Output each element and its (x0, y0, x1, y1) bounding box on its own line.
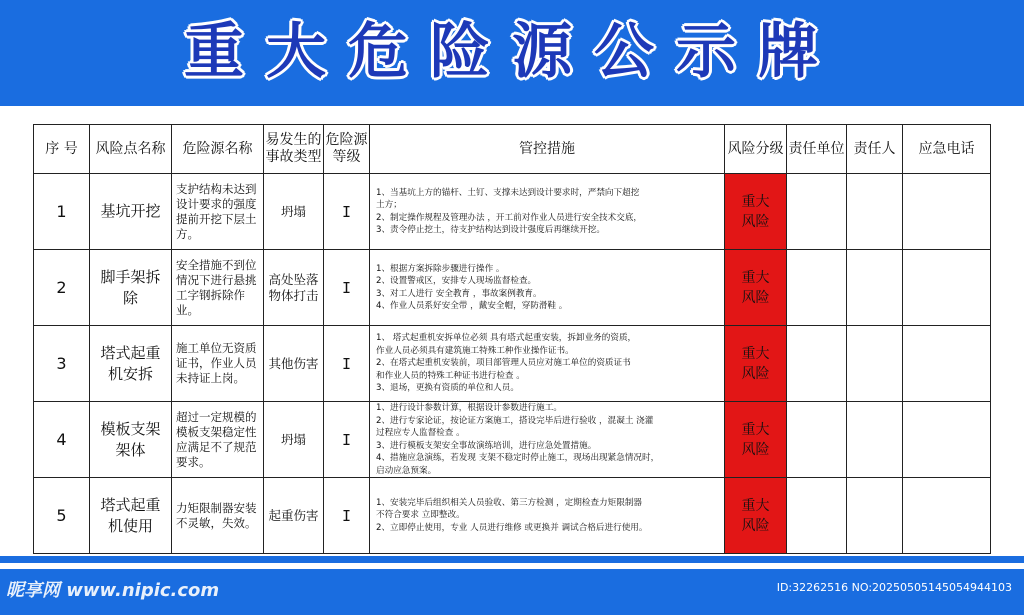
responsible-unit (787, 250, 847, 326)
measure-line: 4、作业人员系好安全带 ，戴安全帽，穿防滑鞋 。 (376, 301, 568, 311)
measure-line: 1、安装完毕后组织相关人员验收、第三方检测 ，定期检查力矩限制器 (376, 497, 643, 508)
responsible-person (847, 402, 903, 478)
measure-line: 3、进行模板支架安全事故演练培训，进行应急处置措施。 (376, 440, 597, 451)
table-row (34, 478, 991, 554)
column-header: 责任单位 (787, 125, 847, 174)
emergency-phone (903, 326, 991, 402)
risk-point-name: 模板支架架体 (90, 402, 172, 478)
table-row (34, 250, 991, 326)
responsible-unit (787, 174, 847, 250)
control-measures (370, 326, 725, 402)
hazard-name: 安全措施不到位情况下进行悬挑工字钢拆除作业。 (172, 250, 264, 326)
measure-line: 过程应专人监督检查 。 (376, 428, 465, 438)
accident-type: 坍塌 (264, 174, 324, 250)
risk-grade-badge (725, 174, 787, 250)
risk-grade-label: 重大风险 (741, 421, 770, 458)
risk-grade-label: 重大风险 (741, 345, 770, 382)
responsible-person (847, 174, 903, 250)
column-header: 危险源名称 (172, 125, 264, 174)
risk-grade-badge (725, 250, 787, 326)
row-number: 1 (34, 174, 90, 250)
responsible-unit (787, 478, 847, 554)
measure-line: 3、退场，更换有资质的单位和人员。 (376, 383, 519, 394)
risk-grade-label: 重大风险 (741, 193, 770, 230)
measure-line: 3、责令停止挖土，待支护结构达到设计强度后再继续开挖。 (376, 225, 605, 235)
risk-point-name: 塔式起重机使用 (90, 478, 172, 554)
responsible-unit (787, 402, 847, 478)
emergency-phone (903, 402, 991, 478)
row-number: 3 (34, 326, 90, 402)
hazard-level: I (324, 174, 370, 250)
emergency-phone (903, 174, 991, 250)
column-header: 风险分级 (725, 125, 787, 174)
table-header-row (34, 125, 991, 174)
column-header: 管控措施 (370, 125, 725, 174)
measure-line: 2、进行专家论证，按论证方案施工，搭设完毕后进行验收 ，混凝土 浇灌 (376, 415, 654, 426)
measure-line: 4、措施应急演练，若发现 支架不稳定时停止施工，现场出现紧急情况时， (376, 453, 660, 463)
risk-point-name: 脚手架拆除 (90, 250, 172, 326)
measure-line: 和作业人员的特殊工种证书进行检查 。 (376, 370, 525, 381)
risk-grade-label: 重大风险 (741, 269, 770, 306)
accident-type: 高处坠落物体打击 (264, 250, 324, 326)
measure-line: 2、制定操作规程及管理办法 ，开工前对作业人员进行安全技术交底， (376, 212, 643, 223)
column-header: 风险点名称 (90, 125, 172, 174)
hazard-name: 力矩限制器安装不灵敏，失效。 (172, 478, 264, 554)
measure-line: 土方； (376, 200, 402, 210)
column-header: 应急电话 (903, 125, 991, 174)
hazard-name: 施工单位无资质证书，作业人员未持证上岗。 (172, 326, 264, 402)
bottom-stripe (0, 556, 1024, 563)
emergency-phone (903, 478, 991, 554)
measure-line: 不符合要求 立即整改。 (376, 510, 465, 521)
row-number: 5 (34, 478, 90, 554)
responsible-person (847, 326, 903, 402)
responsible-person (847, 478, 903, 554)
control-measures (370, 174, 725, 250)
hazard-level: I (324, 402, 370, 478)
risk-point-name: 塔式起重机安拆 (90, 326, 172, 402)
column-header: 序 号 (34, 125, 90, 174)
measure-line: 3、对工人进行 安全教育 ，事故案例教育。 (376, 288, 542, 299)
table-row (34, 402, 991, 478)
watermark-site: 昵享网 www.nipic.com (6, 580, 220, 601)
risk-grade-label: 重大风险 (741, 497, 770, 534)
hazard-table (33, 124, 991, 554)
accident-type: 其他伤害 (264, 326, 324, 402)
risk-grade-badge (725, 326, 787, 402)
measure-line: 2、在塔式起重机安装前，项目部管理人员应对施工单位的资质证书 (376, 358, 631, 369)
page-title: 重大危险源公示牌 (184, 17, 840, 87)
accident-type: 起重伤害 (264, 478, 324, 554)
measure-line: 作业人员必须具有建筑施工特殊工种作业操作证书。 (376, 345, 574, 356)
hazard-name: 超过一定规模的模板支架稳定性应满足不了规范要求。 (172, 402, 264, 478)
responsible-unit (787, 326, 847, 402)
table-row (34, 174, 991, 250)
measure-line: 2、立即停止使用，专业 人员进行维修 或更换并 调试合格后进行使用。 (376, 522, 648, 533)
hazard-name: 支护结构未达到设计要求的强度提前开挖下层土方。 (172, 174, 264, 250)
risk-point-name: 基坑开挖 (90, 174, 172, 250)
row-number: 4 (34, 402, 90, 478)
table-row (34, 326, 991, 402)
watermark-id: ID:32262516 NO:20250505145054944103 (776, 581, 1012, 594)
column-header: 易发生的事故类型 (264, 125, 324, 174)
responsible-person (847, 250, 903, 326)
measure-line: 1、进行设计参数计算，根据设计参数进行施工。 (376, 403, 562, 413)
row-number: 2 (34, 250, 90, 326)
control-measures (370, 402, 725, 478)
risk-grade-badge (725, 478, 787, 554)
emergency-phone (903, 250, 991, 326)
measure-line: 1、根据方案拆除步骤进行操作 。 (376, 263, 505, 274)
measure-line: 1、当基坑上方的锚杆、土钉、支撑未达到设计要求时，严禁向下超挖 (376, 187, 640, 198)
measure-line: 2、设置警戒区，安排专人现场监督检查。 (376, 276, 537, 286)
column-header: 危险源等级 (324, 125, 370, 174)
hazard-level: I (324, 478, 370, 554)
column-header: 责任人 (847, 125, 903, 174)
risk-grade-badge (725, 402, 787, 478)
measure-line: 启动应急预案。 (376, 465, 437, 476)
accident-type: 坍塌 (264, 402, 324, 478)
hazard-level: I (324, 250, 370, 326)
hazard-level: I (324, 326, 370, 402)
measure-line: 1、 塔式起重机安拆单位必须 具有塔式起重安装，拆卸业务的资质， (376, 333, 637, 344)
control-measures (370, 478, 725, 554)
control-measures (370, 250, 725, 326)
